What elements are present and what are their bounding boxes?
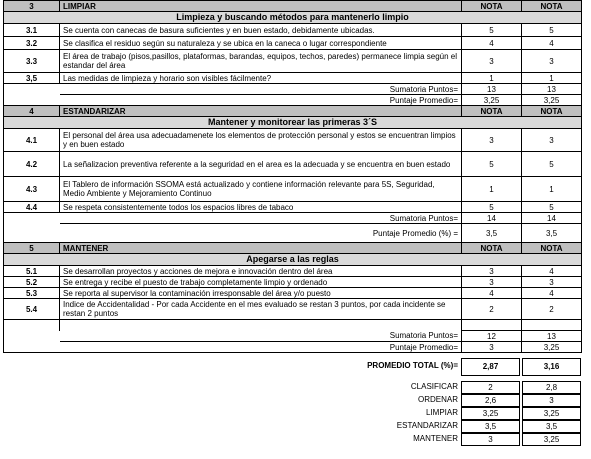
item-code: 5.4 [4,299,60,320]
sum-label: Sumatoria Puntos= [60,331,462,342]
summary-value-2: 3,25 [522,407,581,420]
spacer-row [4,320,582,331]
item-nota-1: 5 [462,24,522,37]
item-nota-1: 3 [462,129,522,152]
avg-label: Puntaje Promedio (%) = [60,224,462,243]
summary-row [0,394,591,406]
section-subtitle: Limpieza y buscando métodos para mantenerlo limpio [4,12,582,24]
item-code: 4.4 [4,202,60,213]
summary-value-2: 2,8 [522,381,581,394]
item-nota-1: 4 [462,37,522,50]
avg-value-1: 3,5 [462,224,522,243]
item-nota-1: 1 [462,73,522,84]
sum-value-2: 13 [522,84,582,95]
section-header [4,1,582,12]
avg-row [4,95,582,106]
audit-table [3,0,582,353]
section-name: ESTANDARIZAR [60,106,462,117]
table-row [4,129,582,152]
avg-value-2: 3,25 [522,95,582,106]
total-value-2: 3,16 [522,358,581,376]
section-number: 4 [4,106,60,117]
table-row [4,288,582,299]
item-text: Se clasifica el residuo según su naturaleza y se ubica en la caneca o lugar correspondiente [60,37,462,50]
summary-value-2: 3,25 [522,433,581,446]
summary-label: ORDENAR [417,395,458,404]
item-text: Se entrega y recibe el puesto de trabajo completamente limpio y ordenado [60,277,462,288]
item-code: 5.1 [4,266,60,277]
summary-value-1: 3 [461,433,520,446]
section-subtitle: Mantener y monitorear las primeras 3´S [4,117,582,129]
summary-value-1: 3,25 [461,407,520,420]
section-number: 5 [4,243,60,254]
item-nota-2: 4 [522,288,582,299]
total-value-1: 2,87 [461,358,520,376]
sum-value-1: 12 [462,331,522,342]
section-number: 3 [4,1,60,12]
item-nota-2: 1 [522,177,582,202]
item-nota-2: 5 [522,24,582,37]
item-text: Se cuenta con canecas de basura suficientes y en buen estado, debidamente ubicadas. [60,24,462,37]
nota-header: NOTA [462,243,522,254]
item-text: La señalizacion preventiva referente a la seguridad en el area es la adecuada y se encuentra en buen estado [60,152,462,177]
avg-row [4,224,582,243]
total-label: PROMEDIO TOTAL (%)= [367,361,458,370]
section-header [4,243,582,254]
item-nota-1: 5 [462,152,522,177]
section-subtitle: Apegarse a las reglas [4,254,582,266]
sum-row [4,213,582,224]
table-row [4,24,582,37]
table-row [4,152,582,177]
item-nota-1: 4 [462,288,522,299]
item-nota-2: 3 [522,50,582,73]
item-text: Indice de Accidentalidad - Por cada Accidente en el mes evaluado se restan 3 puntos, por cada incidente se restan 2 puntos [60,299,462,320]
item-nota-1: 2 [462,299,522,320]
section-name: LIMPIAR [60,1,462,12]
item-code: 4.3 [4,177,60,202]
summary-label: CLASIFICAR [410,382,458,391]
sum-value-1: 13 [462,84,522,95]
sum-label: Sumatoria Puntos= [60,84,462,95]
summary-value-1: 2,6 [461,394,520,407]
summary-value-1: 3,5 [461,420,520,433]
avg-value-1: 3 [462,342,522,353]
summary-label: ESTANDARIZAR [396,421,458,430]
item-text: Se desarrollan proyectos y acciones de mejora e innovación dentro del área [60,266,462,277]
table-row [4,50,582,73]
section-name: MANTENER [60,243,462,254]
item-code: 3.3 [4,50,60,73]
summary-value-1: 2 [461,381,520,394]
summary-label: LIMPIAR [425,408,458,417]
table-row [4,37,582,50]
table-row [4,277,582,288]
summary-value-2: 3,5 [522,420,581,433]
item-nota-1: 3 [462,266,522,277]
summary-row [0,420,591,432]
avg-label: Puntaje Promedio= [60,342,462,353]
item-nota-1: 3 [462,277,522,288]
sum-value-2: 14 [522,213,582,224]
item-text: Se reporta al supervisor la contaminación irresponsable del área y/o puesto [60,288,462,299]
item-nota-2: 4 [522,266,582,277]
item-nota-2: 3 [522,129,582,152]
item-code: 3,5 [4,73,60,84]
sum-row [4,331,582,342]
item-text: Se respeta consistentemente todos los espacios libres de tabaco [60,202,462,213]
item-text: El personal del área usa adecuadamenete los elementos de protección personal y estos se encuentran limpios y en buen estado [60,129,462,152]
avg-value-2: 3,25 [522,342,582,353]
item-nota-2: 3 [522,277,582,288]
table-row [4,177,582,202]
avg-label: Puntaje Promedio= [60,95,462,106]
table-row [4,73,582,84]
table-row [4,266,582,277]
item-nota-1: 5 [462,202,522,213]
summary-row [0,433,591,445]
nota-header: NOTA [522,1,582,12]
item-text: Las medidas de limpieza y horario son visibles fácilmente? [60,73,462,84]
summary-row [0,381,591,393]
sum-row [4,84,582,95]
item-nota-1: 3 [462,50,522,73]
item-nota-1: 1 [462,177,522,202]
item-nota-2: 5 [522,202,582,213]
nota-header: NOTA [462,106,522,117]
item-code: 3.2 [4,37,60,50]
avg-value-2: 3,5 [522,224,582,243]
sum-label: Sumatoria Puntos= [60,213,462,224]
item-nota-2: 5 [522,152,582,177]
section-header [4,106,582,117]
item-nota-2: 4 [522,37,582,50]
avg-value-1: 3,25 [462,95,522,106]
item-code: 5.3 [4,288,60,299]
sum-value-1: 14 [462,213,522,224]
nota-header: NOTA [522,106,582,117]
item-code: 4.2 [4,152,60,177]
nota-header: NOTA [462,1,522,12]
summary-label: MANTENER [413,434,458,443]
item-text: El área de trabajo (pisos,pasillos, plataformas, barandas, equipos, techos, paredes) permanece limpia según el estandar del área [60,50,462,73]
table-row [4,299,582,320]
avg-row [4,342,582,353]
nota-header: NOTA [522,243,582,254]
item-nota-2: 1 [522,73,582,84]
item-code: 4.1 [4,129,60,152]
summary-row [0,407,591,419]
sum-value-2: 13 [522,331,582,342]
table-row [4,202,582,213]
item-text: El Tablero de información SSOMA está actualizado y contiene información relevante para 5S, Seguridad, Medio Ambiente y Mejoramiento Continuo [60,177,462,202]
item-code: 3.1 [4,24,60,37]
item-nota-2: 2 [522,299,582,320]
summary-value-2: 3 [522,394,581,407]
item-code: 5.2 [4,277,60,288]
